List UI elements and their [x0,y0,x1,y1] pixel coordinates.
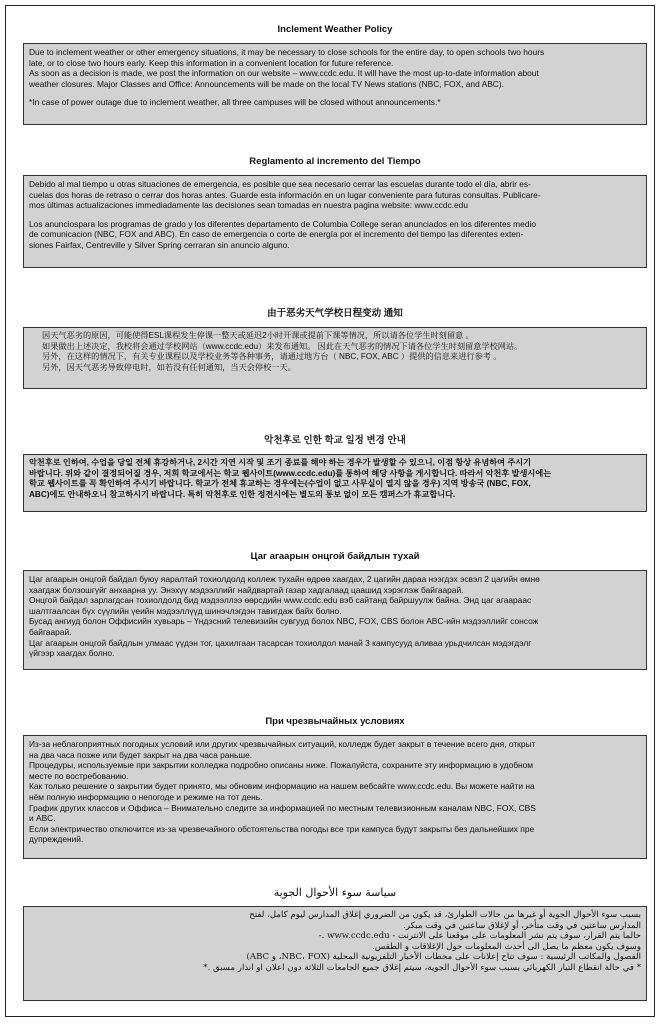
text-line: Цаг агаарын онцгой байдлын улмаас үүдэн тог, цахилгаан тасарсан тохиолдол манай 3 кампусууд аливаа урьдчилсан мэдэгдэлг [29,637,532,648]
text-line: Debido al mal tiempo u otras situaciones de emergencia, es posible que sea necesario cerrar las escuelas durante todo el día, abrir es- [29,179,531,189]
text-line: 바랍니다. 위와 같이 결정되어질 경우, 저희 학교에서는 학교 웹사이트(www.ccdc.edu)를 통하여 해당 사항을 게시합니다. 따라서 악천후 발생시에는 [29,468,552,478]
section-title-spanish: Reglamento al incremento del Tiempo [249,156,421,167]
text-line: weather closures. Major Classes and Office: Announcements will be made on the local TV News stations (NBC, FOX, and ABC). [29,78,504,89]
text-line: 另外，在这样的情况下，有关专业课程以及学校业务等各种事务，请通过地方台（ NBC, FOX, ABC ）提供的信息来进行参考 。 [42,352,502,362]
section-title-chinese: 由于恶劣天气学校日程变动 通知 [267,308,403,319]
text-line: الفصول والمكاتب الرئيسية : سوف تتاح إعلانات على محطات الأخبار التلفزيونية المحلية (NBC، FOX، و ABC) [246,952,641,963]
text-line: Онцгой байдал зарлагдсан тохиолдолд бид мэдээллээ өөрсдийн www.ccdc.edu вэб сайтанд байршуулж байна. Энд цаг агаараас [29,595,532,606]
policy-page [5,5,655,1017]
text-line: нём полную информацию о непогоде и режиме на тот день. [29,791,263,802]
section-chinese [23,308,647,389]
section-title-russian: При чрезвычайных условиях [265,716,405,727]
text-line: Как только решение о закрытии будет принято, мы обновим информацию на нашем вебсайте www.ccdc.edu. Вы можете найти на [29,781,535,792]
text-line: وسوف يكون معظم ما يصل الى أحدث المعلومات حول الإغلاقات و الطقس. [372,941,641,952]
section-body-english [23,43,647,125]
section-title-arabic: سياسة سوء الأحوال الجوية [273,886,397,899]
text-line: Бусад ангиуд болон Оффисийн хувьарь – Үндэсний телевизийн сувгууд болох NBC, FOX, CBS болон ABC-ийн мэдээллийг сонсож [29,616,539,627]
text-line: * في حالة انقطاع التيار الكهربائي بسبب سوء الأحوال الجوية، سيتم إغلاق جميع الجامعات الثلاثة دون اعلان او انذار مسبق .* [203,962,641,973]
text-line: Если электричество отключится из-за чрезвечайного обстоятельства погоды все три кампуса будут закрыты без дальнейших пре [29,823,535,834]
text-line: дупреждений. [29,834,84,845]
text-line: 另外，因天气恶劣导致停电时，如若没有任何通知，当天会停校一天。 [42,362,296,372]
text-line: بسبب سوء الأحوال الجوية أو غيرها من حالات الطوارئ، قد يكون من الضروري إغلاق المدارس ليوم كامل، لفتح [249,910,641,920]
text-line: хаагдаж болзошгүйг анхаарна уу. Энэхүү мэдээллийг найдвартай газар хадгалаад цаашид хэрэглэж байгаарай. [29,584,464,595]
section-arabic [23,887,647,1001]
text-line: на два часа позже или будет закрыт на два часа раньше. [29,749,253,760]
text-line: үйгээр хаагдах болно. [29,648,115,659]
text-line: cuelas dos horas de retraso o cerrar dos horas antes. Guarde esta información en un lugar conveniente para futuras consultas. Publicare- [29,189,541,200]
section-body-russian [23,735,647,859]
section-body-spanish [23,175,647,268]
text-line: المدارس ساعتين في وقت متأخر، أو لإغلاق ساعتين في وقت مبكر. [403,920,641,931]
text-line: 악천후로 인하여, 수업을 당일 전체 휴강하거나, 2시간 지연 시작 및 조기 종료를 해야 하는 경우가 발생할 수 있으니, 이점 항상 유념하여 주시기 [29,458,532,467]
text-line: 因天气恶劣的原因，可能使得ESL课程发生停课一整天或延迟2小时开课或提前下课等情况，所以请各位学生时刻留意 。 [42,331,474,340]
text-line: *In case of power outage due to inclement weather, all three campuses will be closed without announcements.* [29,97,441,108]
section-title-korean: 악천후로 인한 학교 일정 변경 안내 [264,435,406,446]
text-line: 如果做出上述决定，我校将会通过学校网站（www.ccdc.edu）来发布通知。 因此在天气恶劣的情况下请各位学生时刻留意学校网站。 [42,341,523,351]
text-line: ABC)에도 안내하오니 참고하시기 바랍니다. 특히 악천후로 인한 정전시에는 별도의 통보 없이 모든 캠퍼스가 휴교합니다. [29,489,456,499]
text-line: 학교 웹사이트를 꼭 확인하여 주시기 바랍니다. 학교가 전체 휴교하는 경우에는(수업이 없고 사무실이 열지 않을 경우) 지역 방송국 (NBC, FOX, [29,479,531,489]
text-line: de comunicacion (NBC, FOX and ABC). En caso de emergencia o corte de energía por el incremento del tiempo las diferentes exten- [29,229,524,240]
text-line: Процедуры, используемые при закрытии колледжа подробно описаны ниже. Пожалуйста, сохраните эту информацию в удобном [29,760,534,771]
text-line: Los anunciospara los programas de grado y los diferentes departamento de Columbia College seran anunciados en los diferentes medio [29,218,536,229]
section-body-arabic [23,906,647,1001]
text-line: и ABC. [29,813,56,824]
text-line: Цаг агаарын онцгой байдал буюу яаралтай тохиолдолд коллеж тухайн өдрөө хаагдах, 2 цагийн дараа нээгдэх эсвэл 2 цагийн өмнө [29,574,540,584]
section-title-english: Inclement Weather Policy [277,24,393,35]
text-line: As soon as a decision is made, we post the information on our website – www.ccdc.edu. It will have the most up-to-date information about [29,68,539,79]
section-title-mongolian: Цаг агаарын онцгой байдлын тухай [250,551,420,562]
section-body-mongolian [23,570,647,670]
text-line: График других классов и Оффиса – Внимательно следите за информацией по местным телевизионным каналам NBC, FOX, CBS [29,802,536,813]
text-line: mos últimas actualizaciones immediadamente las decisiones sean tomadas en nuestra pagina website: www.ccdc.edu [29,200,468,211]
section-english [23,24,647,125]
text-line: حالما يتم القرار، سوف يتم نشر المعلومات على موقعنا على الانترنت - www.ccdc.edu .- [318,931,641,942]
text-line: байгаарай. [29,626,72,637]
text-line: late, or to close two hours early. Keep this information in a convenient location for future reference. [29,57,394,68]
section-body-korean [23,454,647,512]
section-russian [23,716,647,859]
section-mongolian [23,551,647,670]
text-line: Due to inclement weather or other emergency situations, it may be necessary to close schools for the entire day, to open schools two hours [29,47,545,57]
text-line: месте по востребованию. [29,770,129,781]
text-line: siones Fairfax, Centreville y Silver Spring cerraran sin anuncio alguno. [29,239,290,250]
text-line: шалтгаалсан бүх сүүлийн үеийн мэдээллүүд шинэчлэгдэн тавигдаж байх болно. [29,605,342,616]
text-line: Из-за неблагоприятных погодных условий или других чрезвычайных ситуаций, колледж будет закрыт в течение всего дня, открыт [29,739,536,749]
section-korean [23,435,647,512]
section-spanish [23,156,647,268]
section-body-chinese [23,327,647,389]
